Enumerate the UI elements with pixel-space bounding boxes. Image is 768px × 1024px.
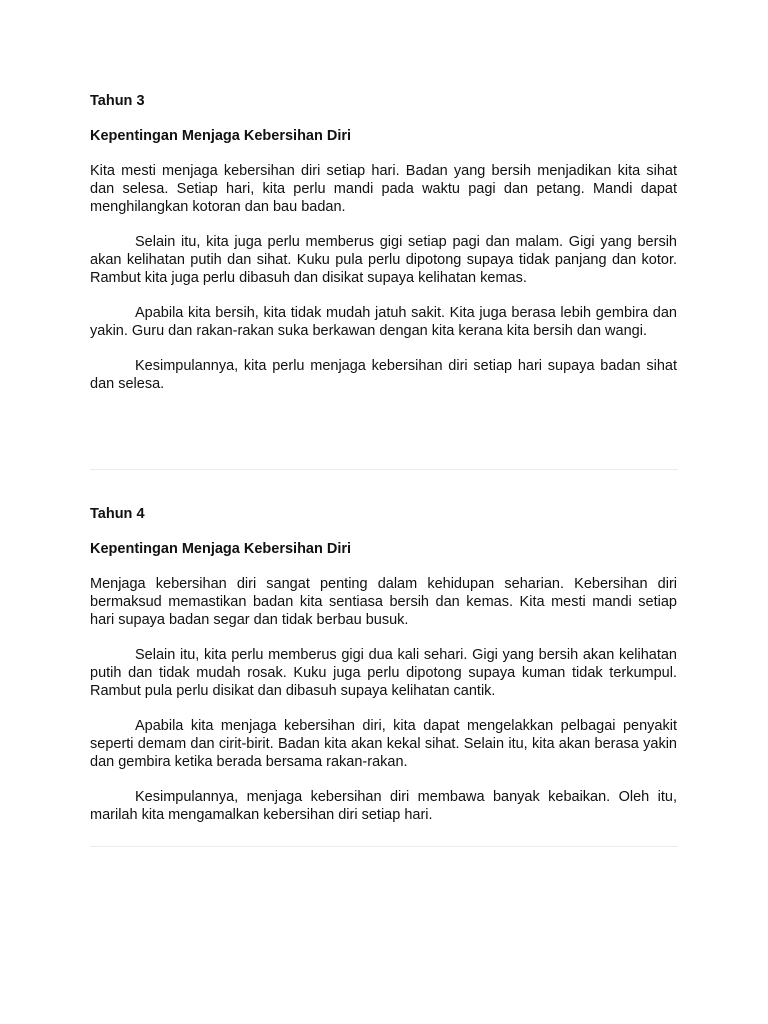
section-title: Kepentingan Menjaga Kebersihan Diri <box>90 128 352 144</box>
section-title: Kepentingan Menjaga Kebersihan Diri <box>90 541 352 557</box>
paragraph-intro: Menjaga kebersihan diri sangat penting dalam kehidupan seharian. Kebersihan diri bermaksud memastikan badan kita sentiasa bersih dan kemas. Kita mesti mandi setiap hari supaya badan segar dan tidak berbau busuk. <box>90 576 677 628</box>
paragraph-conclusion: Kesimpulannya, menjaga kebersihan diri membawa banyak kebaikan. Oleh itu, marilah kita mengamalkan kebersihan diri setiap hari. <box>90 789 677 823</box>
paragraph-body-1: Selain itu, kita perlu memberus gigi dua kali sehari. Gigi yang bersih akan kelihatan putih dan tidak mudah rosak. Kuku juga perlu dipotong supaya kuman tidak terkumpul. Rambut pula perlu disikat dan dibasuh supaya kelihatan cantik. <box>90 647 677 699</box>
paragraph-body-2: Apabila kita bersih, kita tidak mudah jatuh sakit. Kita juga berasa lebih gembira dan yakin. Guru dan rakan-rakan suka berkawan dengan kita kerana kita bersih dan wangi. <box>90 305 677 339</box>
paragraph-conclusion: Kesimpulannya, kita perlu menjaga kebersihan diri setiap hari supaya badan sihat dan selesa. <box>90 358 677 392</box>
paragraph-intro: Kita mesti menjaga kebersihan diri setiap hari. Badan yang bersih menjadikan kita sihat dan selesa. Setiap hari, kita perlu mandi pada waktu pagi dan petang. Mandi dapat menghilangkan kotoran dan bau badan. <box>90 163 677 215</box>
section-year-heading: Tahun 3 <box>90 93 145 109</box>
essay-section-tahun-3 <box>90 92 677 393</box>
section-year-heading: Tahun 4 <box>90 506 145 522</box>
section-divider <box>90 469 678 470</box>
section-divider <box>90 846 678 847</box>
paragraph-body-1: Selain itu, kita juga perlu memberus gigi setiap pagi dan malam. Gigi yang bersih akan kelihatan putih dan sihat. Kuku pula perlu dipotong supaya tidak panjang dan kotor. Rambut kita juga perlu dibasuh dan disikat supaya kelihatan kemas. <box>90 234 677 286</box>
essay-section-tahun-4 <box>90 505 677 824</box>
paragraph-body-2: Apabila kita menjaga kebersihan diri, kita dapat mengelakkan pelbagai penyakit seperti demam dan cirit-birit. Badan kita akan kekal sihat. Selain itu, kita akan berasa yakin dan gembira ketika berada bersama rakan-rakan. <box>90 718 677 770</box>
